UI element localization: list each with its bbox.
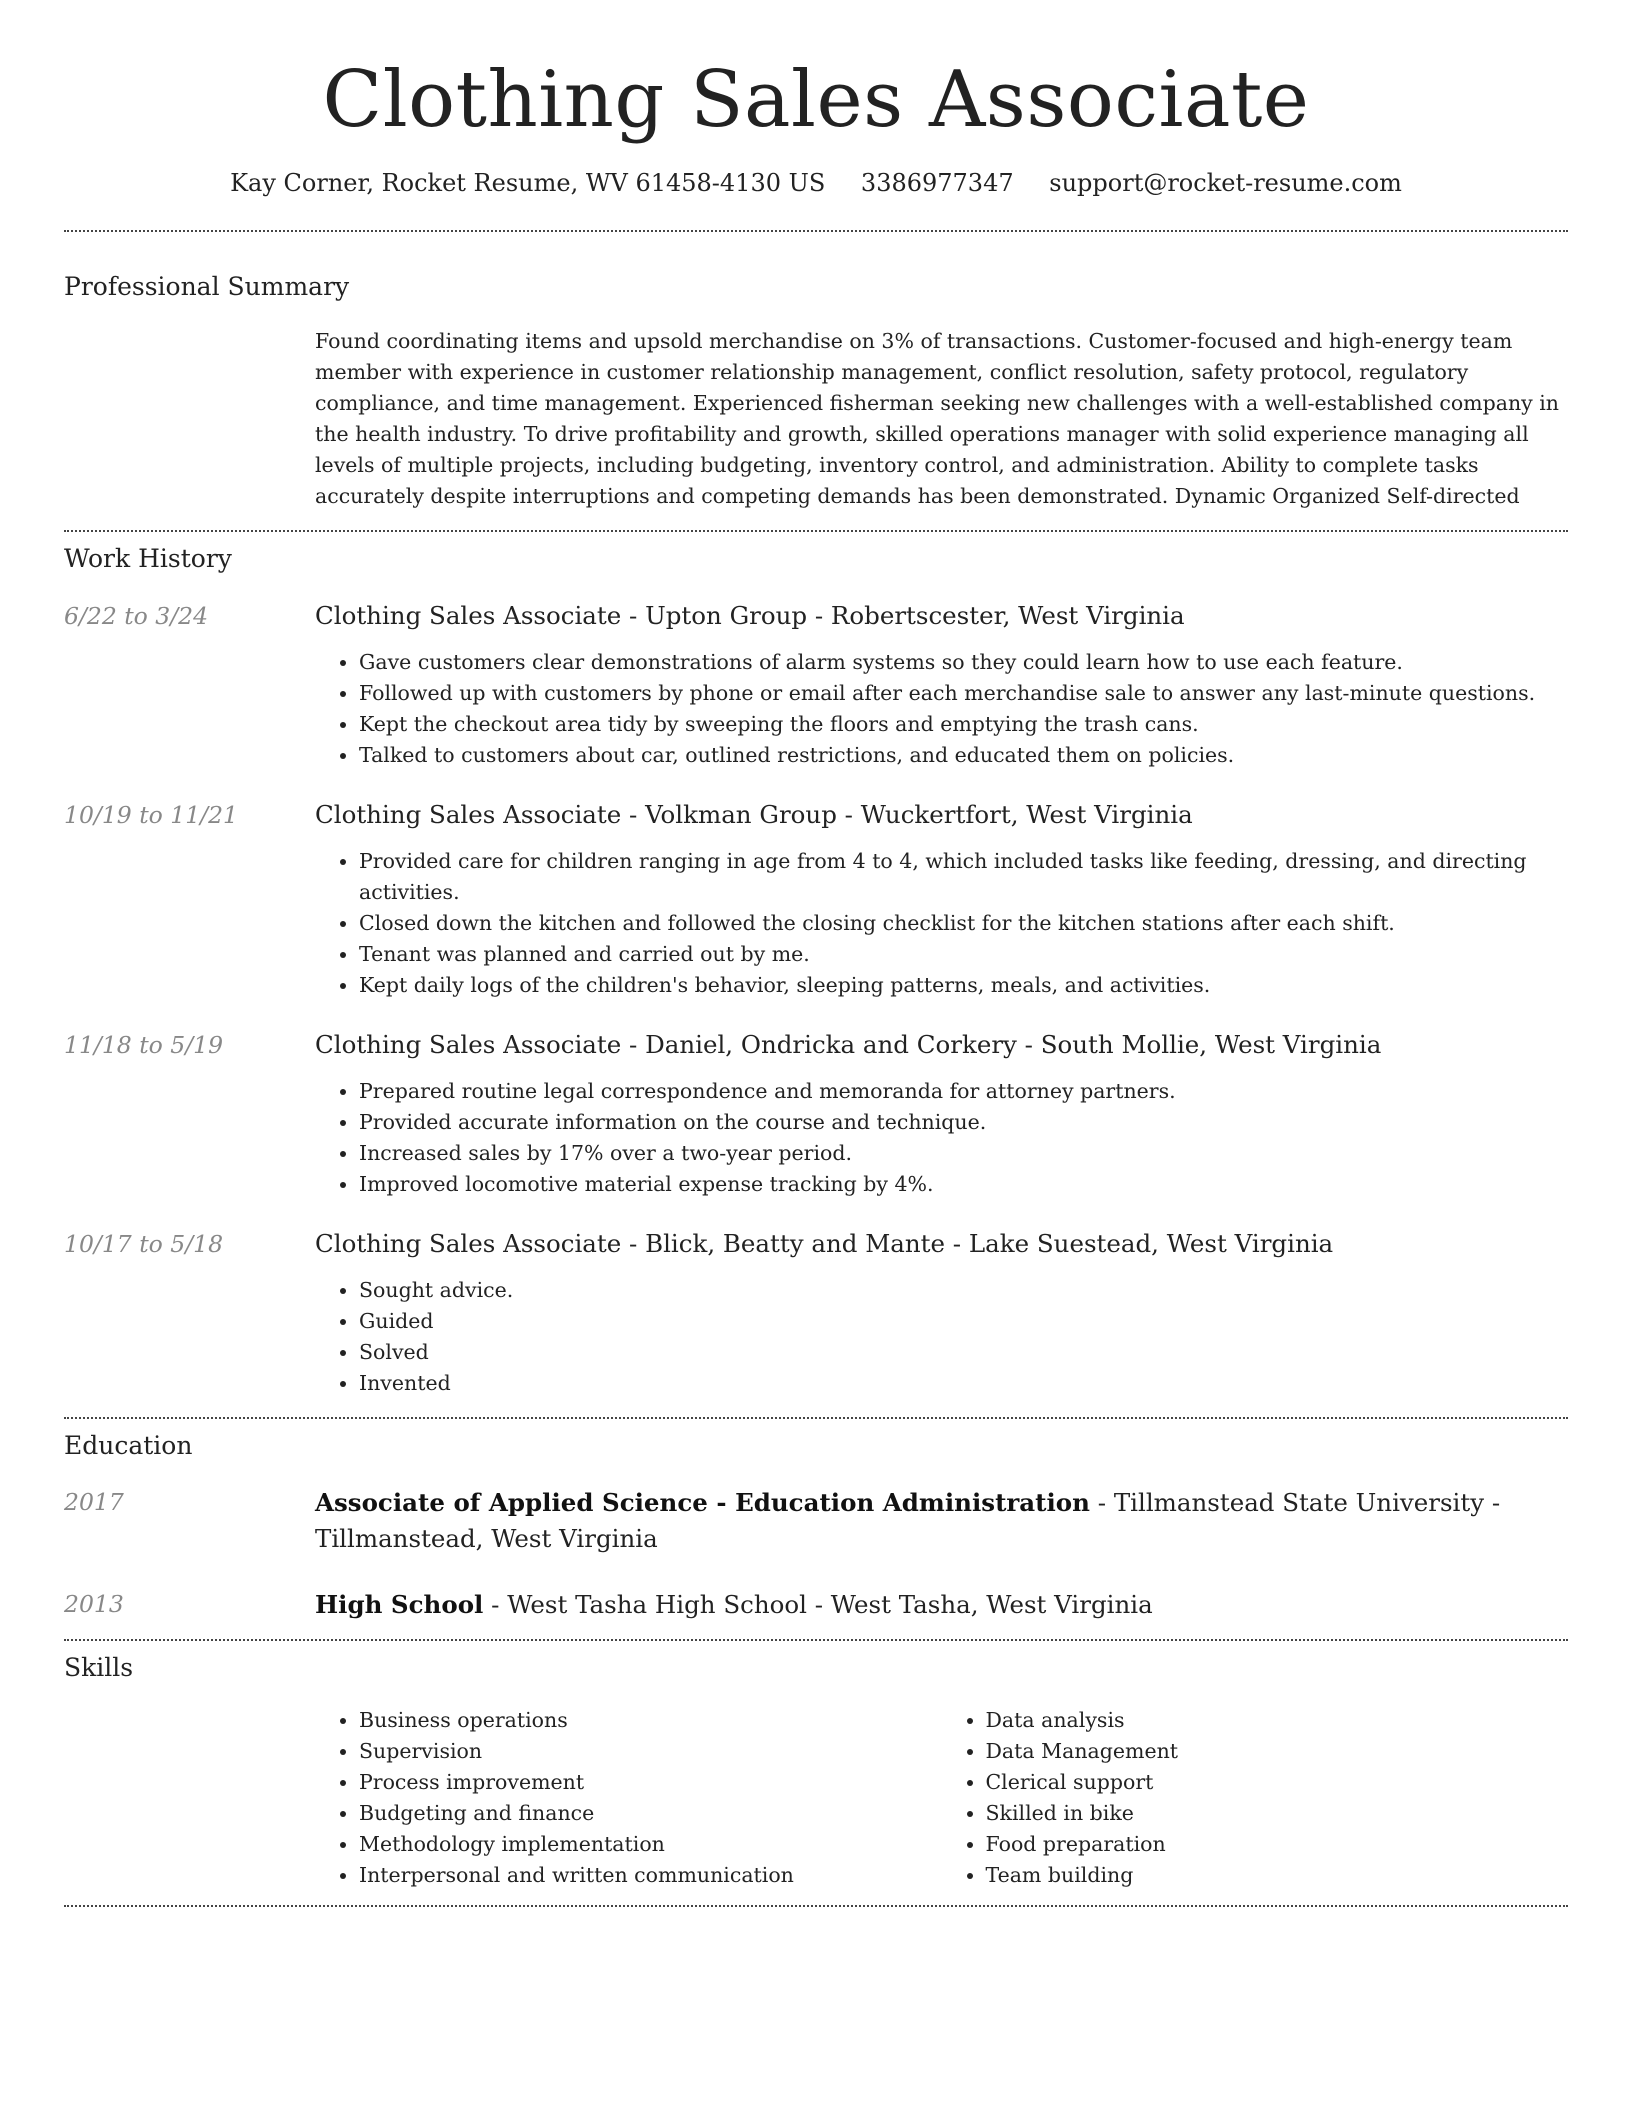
job-bullets [315, 647, 1568, 771]
section-title-skills: Skills [64, 1653, 134, 1682]
job-bullets [315, 1275, 1568, 1399]
job-dates: 10/17 to 5/18 [64, 1230, 224, 1258]
job-employer: Upton Group - Robertscester, West Virginia [645, 601, 1185, 630]
job-dates: 10/19 to 11/21 [64, 801, 238, 829]
education-year: 2013 [64, 1590, 124, 1618]
skills-list-col1 [315, 1705, 942, 1891]
job-role: Clothing Sales Associate [315, 601, 622, 630]
list-item: • Improved locomotive material expense tracking by 4%. [359, 1169, 1568, 1200]
section-title-education: Education [64, 1431, 193, 1460]
list-item: • Closed down the kitchen and followed the closing checklist for the kitchen stations after each shift. [359, 908, 1568, 939]
job-dates: 6/22 to 3/24 [64, 602, 209, 630]
skills-spacer [64, 1705, 315, 1891]
education-degree: High School [315, 1590, 484, 1619]
list-item: • Solved [359, 1337, 1568, 1368]
education-section [64, 1429, 1568, 1623]
education-degree: Associate of Applied Science - Education Administration [315, 1488, 1090, 1517]
divider [64, 530, 1568, 532]
job-body [315, 1227, 1568, 1399]
job-body [315, 1028, 1568, 1200]
summary-body [315, 326, 1568, 512]
resume-name: Clothing Sales Associate [322, 55, 1310, 145]
job-body [315, 798, 1568, 1001]
list-item: • Supervision [359, 1736, 942, 1767]
skills-section [64, 1651, 1568, 1891]
list-item: • Business operations [359, 1705, 942, 1736]
job-role: Clothing Sales Associate [315, 1229, 622, 1258]
job-heading: Clothing Sales Associate - Daniel, Ondricka and Corkery - South Mollie, West Virginia [315, 1030, 1382, 1059]
job-role: Clothing Sales Associate [315, 800, 622, 829]
education-entry [64, 1485, 1568, 1557]
divider [64, 1905, 1568, 1907]
list-item: • Budgeting and finance [359, 1798, 942, 1829]
list-item: • Gave customers clear demonstrations of alarm systems so they could learn how to use each feature. [359, 647, 1568, 678]
list-item: • Talked to customers about car, outlined restrictions, and educated them on policies. [359, 740, 1568, 771]
education-school: West Tasha High School - West Tasha, West Virginia [507, 1590, 1153, 1619]
list-item: • Followed up with customers by phone or email after each merchandise sale to answer any last-minute questions. [359, 678, 1568, 709]
contact-line [64, 166, 1568, 200]
skills-grid [315, 1705, 1568, 1891]
section-title-summary: Professional Summary [64, 272, 350, 301]
list-item: • Kept the checkout area tidy by sweeping the floors and emptying the trash cans. [359, 709, 1568, 740]
list-item: • Sought advice. [359, 1275, 1568, 1306]
job-employer: Blick, Beatty and Mante - Lake Suestead, West Virginia [645, 1229, 1334, 1258]
skills-list-col2 [942, 1705, 1569, 1891]
section-title-work: Work History [64, 544, 232, 573]
work-history-section [64, 542, 1568, 1399]
divider [64, 230, 1568, 232]
job-role: Clothing Sales Associate [315, 1030, 622, 1059]
list-item: • Skilled in bike [986, 1798, 1569, 1829]
list-item: • Team building [986, 1860, 1569, 1891]
contact-address: Kay Corner, Rocket Resume, WV 61458-4130 US [230, 169, 826, 197]
job-bullets [315, 846, 1568, 1001]
list-item: • Provided care for children ranging in age from 4 to 4, which included tasks like feeding, dressing, and directing activities. [359, 846, 1568, 908]
summary-section [64, 270, 1568, 512]
job-entry [64, 798, 1568, 1001]
list-item: • Process improvement [359, 1767, 942, 1798]
job-dates: 11/18 to 5/19 [64, 1031, 224, 1059]
list-item: • Tenant was planned and carried out by me. [359, 939, 1568, 970]
list-item: • Data Management [986, 1736, 1569, 1767]
job-employer: Daniel, Ondricka and Corkery - South Mollie, West Virginia [645, 1030, 1382, 1059]
list-item: • Invented [359, 1368, 1568, 1399]
list-item: • Guided [359, 1306, 1568, 1337]
job-heading: Clothing Sales Associate - Upton Group - Robertscester, West Virginia [315, 601, 1185, 630]
list-item: • Clerical support [986, 1767, 1569, 1798]
education-year: 2017 [64, 1488, 124, 1516]
job-bullets [315, 1076, 1568, 1200]
education-school: Tillmanstead State University - Tillmanstead, West Virginia [315, 1488, 1501, 1553]
list-item: • Prepared routine legal correspondence and memoranda for attorney partners. [359, 1076, 1568, 1107]
job-body [315, 599, 1568, 771]
job-heading: Clothing Sales Associate - Volkman Group - Wuckertfort, West Virginia [315, 800, 1193, 829]
divider [64, 1639, 1568, 1641]
education-body: Associate of Applied Science - Education Administration - Tillmanstead State University - Tillmanstead, West Virginia [315, 1488, 1501, 1553]
job-heading: Clothing Sales Associate - Blick, Beatty and Mante - Lake Suestead, West Virginia [315, 1229, 1334, 1258]
summary-spacer [64, 326, 315, 512]
summary-text: Found coordinating items and upsold merchandise on 3% of transactions. Customer-focused and high-energy team member with experience in customer relationship management, conflict resolution, safety protocol, regulatory compliance, and time management. Experienced fisherman seeking new challenges with a well-established company in the health industry. To drive profitability and growth, skilled operations manager with solid experience managing all levels of multiple projects, including budgeting, inventory control, and administration. Ability to complete tasks accurately despite interruptions and competing demands has been demonstrated. Dynamic Organized Self-directed [315, 329, 1560, 508]
skills-row [64, 1705, 1568, 1891]
job-entry [64, 1028, 1568, 1200]
list-item: • Provided accurate information on the course and technique. [359, 1107, 1568, 1138]
education-entry [64, 1587, 1568, 1623]
list-item: • Kept daily logs of the children's behavior, sleeping patterns, meals, and activities. [359, 970, 1568, 1001]
contact-phone: 3386977347 [860, 169, 1014, 197]
education-body: High School - West Tasha High School - West Tasha, West Virginia [315, 1590, 1153, 1619]
list-item: • Food preparation [986, 1829, 1569, 1860]
divider [64, 1417, 1568, 1419]
list-item: • Interpersonal and written communication [359, 1860, 942, 1891]
contact-email: support@rocket-resume.com [1049, 169, 1402, 197]
job-employer: Volkman Group - Wuckertfort, West Virginia [645, 800, 1193, 829]
list-item: • Data analysis [986, 1705, 1569, 1736]
list-item: • Increased sales by 17% over a two-year period. [359, 1138, 1568, 1169]
job-entry [64, 599, 1568, 771]
list-item: • Methodology implementation [359, 1829, 942, 1860]
job-entry [64, 1227, 1568, 1399]
resume-page [64, 0, 1568, 1907]
summary-row [64, 326, 1568, 512]
